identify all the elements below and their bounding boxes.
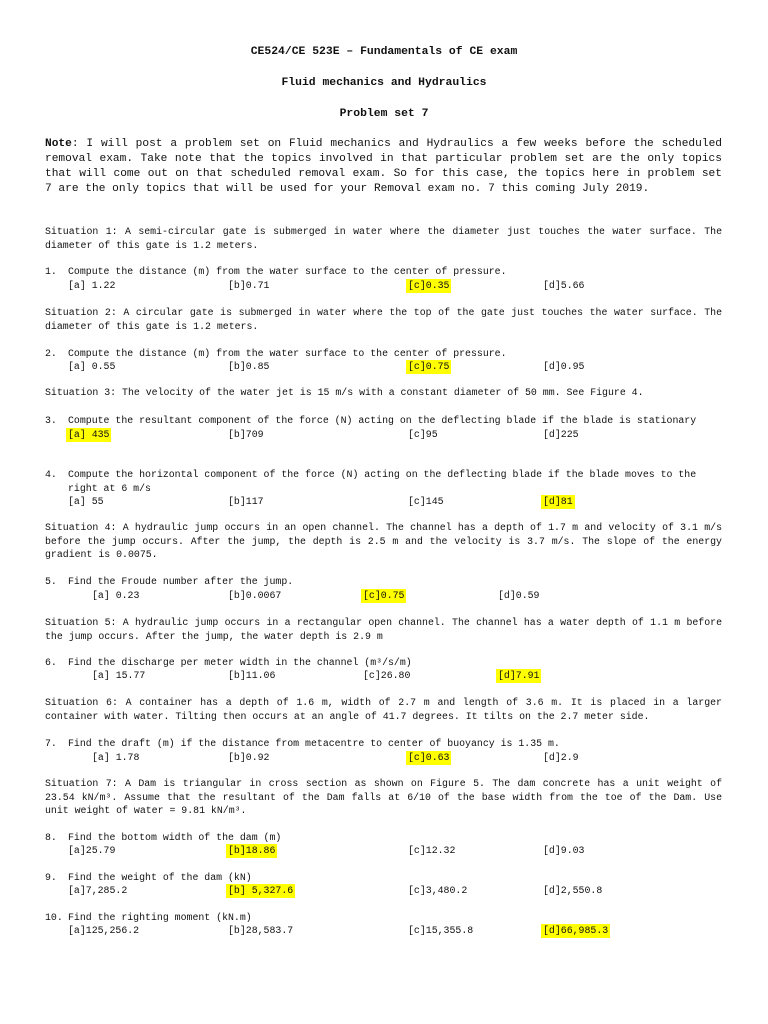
- question-text: Find the discharge per meter width in the channel (m³/s/m): [68, 657, 412, 668]
- course-title: CE524/CE 523E – Fundamentals of CE exam: [250, 45, 518, 58]
- question-9: [45, 871, 722, 885]
- option-c: [c]95: [408, 429, 438, 440]
- note-line: 7 are the only topics that will be used for your Removal exam no. 7 this coming July 2019.: [45, 182, 650, 195]
- option-b: [b]0.85: [228, 361, 270, 372]
- question-7-options: [0, 751, 768, 765]
- situation-text-line: Situation 4: A hydraulic jump occurs in an open channel. The channel has a depth of 1.7 m and velocity of 3.1 m/s: [45, 522, 722, 533]
- situation-text-line: Situation 6: A container has a depth of 1.6 m, width of 2.7 m and length of 3.6 m. It is placed in a larger: [45, 697, 722, 708]
- question-6: [45, 656, 722, 670]
- question-number: 9.: [45, 872, 57, 883]
- option-d: [d]2,550.8: [543, 885, 603, 896]
- question-number: 6.: [45, 657, 57, 668]
- question-number: 7.: [45, 738, 57, 749]
- question-text: Find the weight of the dam (kN): [68, 872, 252, 883]
- question-10: [45, 911, 722, 925]
- question-text: right at 6 m/s: [68, 482, 151, 494]
- question-8-options: [0, 844, 768, 858]
- question-number: 1.: [45, 266, 57, 277]
- question-1: [45, 265, 722, 279]
- question-text: Find the draft (m) if the distance from metacentre to center of buoyancy is 1.35 m.: [68, 738, 560, 749]
- situation-2: [45, 306, 722, 333]
- option-b: [b]0.0067: [228, 590, 282, 601]
- note-paragraph: [45, 137, 722, 197]
- option-c: [c]26.80: [363, 670, 411, 681]
- question-text: Find the bottom width of the dam (m): [68, 832, 282, 843]
- situation-3: [45, 386, 722, 400]
- option-b: [b]117: [228, 496, 264, 507]
- note-label: Note: [45, 137, 72, 150]
- question-text: Find the righting moment (kN.m): [68, 912, 252, 923]
- situation-6: [45, 696, 722, 723]
- option-a: [a]125,256.2: [68, 925, 140, 936]
- note-text: : I will post a problem set on Fluid mechanics and Hydraulics a few weeks before the scheduled: [71, 137, 722, 150]
- problem-set-title: Problem set 7: [339, 107, 429, 120]
- question-1-options: [0, 279, 768, 293]
- question-2-options: [0, 360, 768, 374]
- situation-text-line: container with water. Tilting then occurs at an angle of 41.7 degrees. It tilts on the 2.7 meter side.: [45, 710, 650, 722]
- question-10-options: [0, 924, 768, 938]
- situation-text-line: diameter of this gate is 1.2 meters.: [45, 320, 259, 332]
- question-4: [45, 468, 722, 495]
- situation-5: [45, 616, 722, 643]
- option-b: [b]0.71: [228, 280, 270, 291]
- note-line: that will come out on that scheduled removal exam. So for this case, the topics here in problem set: [45, 167, 722, 180]
- situation-text-line: before the jump occurs. After the jump, the depth is 2.5 m and the velocity is 3.7 m/s. The slope of the energy: [45, 535, 722, 547]
- question-number: 8.: [45, 832, 57, 843]
- option-c: [c]145: [408, 496, 444, 507]
- option-b: [b]11.06: [228, 670, 276, 681]
- option-d: [d]0.95: [543, 361, 585, 372]
- option-d: [d]5.66: [543, 280, 585, 291]
- question-3: [45, 414, 722, 428]
- question-3-options: [0, 428, 768, 442]
- situation-text-line: Situation 7: A Dam is triangular in cross section as shown on Figure 5. The dam concrete has a unit weight of: [45, 778, 722, 789]
- option-a: [a] 0.55: [68, 361, 116, 372]
- option-b-highlighted-answer: [b]18.86: [228, 845, 276, 856]
- note-line: [45, 137, 722, 152]
- situation-text-line: Situation 5: A hydraulic jump occurs in a rectangular open channel. The channel has a water depth of 1.1 m before: [45, 617, 722, 628]
- option-c-highlighted-answer: [c]0.35: [408, 280, 450, 291]
- question-number: 5.: [45, 576, 57, 587]
- situation-4: [45, 521, 722, 562]
- question-text: Compute the horizontal component of the force (N) acting on the deflecting blade if the blade moves to the: [68, 469, 697, 480]
- situation-text-line: unit weight of water = 9.81 kN/m³.: [45, 805, 247, 816]
- option-d: [d]2.9: [543, 752, 579, 763]
- option-b: [b]709: [228, 429, 264, 440]
- situation-text-line: 23.54 kN/m³. Assume that the resultant of the Dam falls at 6/10 of the base width from the toe of the Dam. Use: [45, 791, 722, 803]
- question-9-options: [0, 884, 768, 898]
- option-b: [b]0.92: [228, 752, 270, 763]
- option-a: [a]7,285.2: [68, 885, 128, 896]
- question-text: Compute the distance (m) from the water surface to the center of pressure.: [68, 266, 507, 277]
- option-a: [a]25.79: [68, 845, 116, 856]
- question-number: 10.: [45, 912, 63, 923]
- question-text: Compute the distance (m) from the water surface to the center of pressure.: [68, 348, 507, 359]
- question-8: [45, 831, 722, 845]
- question-number: 3.: [45, 415, 57, 426]
- option-d-highlighted-answer: [d]81: [543, 496, 573, 507]
- option-a: [a] 55: [68, 496, 104, 507]
- situation-text-line: gradient is 0.0075.: [45, 549, 158, 560]
- question-5: [45, 575, 722, 589]
- option-c: [c]12.32: [408, 845, 456, 856]
- situation-text-line: Situation 1: A semi-circular gate is submerged in water where the diameter just touches the water surface. The: [45, 226, 722, 237]
- situation-text-line: the jump occurs. After the jump, the water depth is 2.9 m: [45, 630, 383, 642]
- situation-text-line: diameter of this gate is 1.2 meters.: [45, 239, 259, 251]
- question-4-options: [0, 495, 768, 509]
- option-c-highlighted-answer: [c]0.75: [363, 590, 405, 601]
- situation-text-line: Situation 3: The velocity of the water jet is 15 m/s with a constant diameter of 50 mm. See Figure 4.: [45, 387, 644, 398]
- question-number: 2.: [45, 348, 57, 359]
- option-a: [a] 0.23: [92, 590, 140, 601]
- question-6-options: [0, 669, 768, 683]
- option-b: [b]28,583.7: [228, 925, 294, 936]
- option-c-highlighted-answer: [c]0.75: [408, 361, 450, 372]
- option-d-highlighted-answer: [d]7.91: [498, 670, 540, 681]
- question-text: Find the Froude number after the jump.: [68, 576, 294, 587]
- option-a: [a] 15.77: [92, 670, 146, 681]
- option-a: [a] 1.22: [68, 280, 116, 291]
- option-c: [c]15,355.8: [408, 925, 474, 936]
- option-c: [c]3,480.2: [408, 885, 468, 896]
- situation-7: [45, 777, 722, 818]
- option-b-highlighted-answer: [b] 5,327.6: [228, 885, 294, 896]
- option-d: [d]225: [543, 429, 579, 440]
- note-line: removal exam. Take note that the topics involved in that particular problem set are the only topics: [45, 152, 722, 165]
- question-5-options: [0, 589, 768, 603]
- situation-text-line: Situation 2: A circular gate is submerged in water where the top of the gate just touches the water surface. The: [45, 307, 722, 318]
- question-2: [45, 347, 722, 361]
- option-d: [d]9.03: [543, 845, 585, 856]
- question-7: [45, 737, 722, 751]
- situation-1: [45, 225, 722, 252]
- option-d-highlighted-answer: [d]66,985.3: [543, 925, 609, 936]
- question-number: 4.: [45, 469, 57, 480]
- option-c-highlighted-answer: [c]0.63: [408, 752, 450, 763]
- subject-title: Fluid mechanics and Hydraulics: [281, 76, 487, 89]
- option-a: [a] 1.78: [92, 752, 140, 763]
- option-d: [d]0.59: [498, 590, 540, 601]
- question-text: Compute the resultant component of the force (N) acting on the deflecting blade if the blade is stationary: [68, 415, 697, 426]
- option-a-highlighted-answer: [a] 435: [68, 429, 110, 440]
